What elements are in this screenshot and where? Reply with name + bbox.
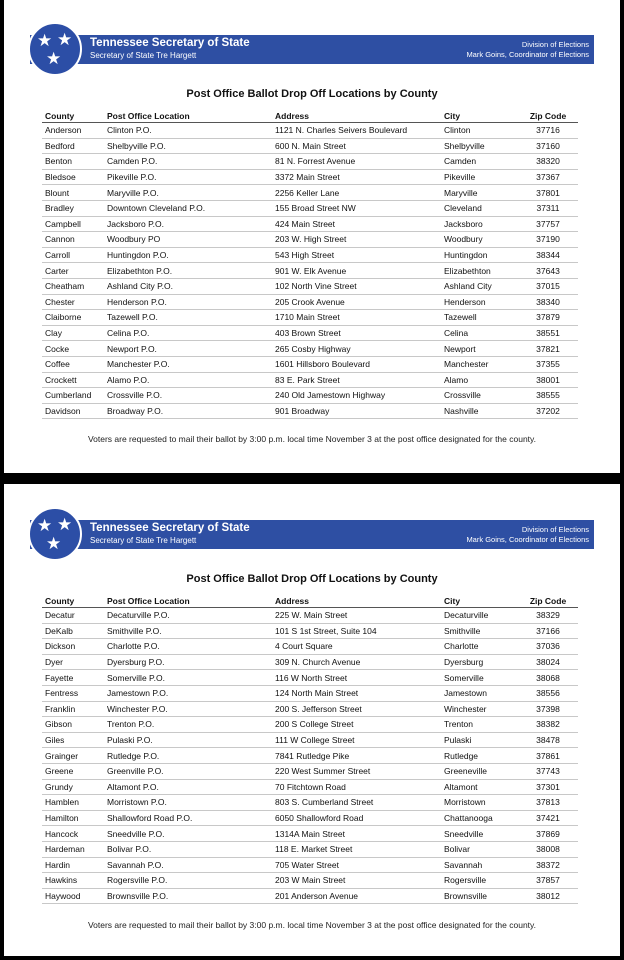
address-cell: 803 S. Cumberland Street — [272, 795, 441, 811]
city-cell: Morristown — [441, 795, 518, 811]
table-row — [42, 623, 578, 639]
post-office-cell: Pikeville P.O. — [104, 169, 272, 185]
org-subtitle: Secretary of State Tre Hargett — [90, 51, 197, 60]
address-cell: 116 W North Street — [272, 670, 441, 686]
post-office-cell: Jacksboro P.O. — [104, 216, 272, 232]
address-cell: 7841 Rutledge Pike — [272, 748, 441, 764]
zip-cell: 37757 — [518, 216, 578, 232]
zip-cell: 37311 — [518, 200, 578, 216]
zip-cell: 38556 — [518, 685, 578, 701]
zip-cell: 38372 — [518, 857, 578, 873]
city-cell: Pulaski — [441, 732, 518, 748]
address-cell: 225 W. Main Street — [272, 608, 441, 624]
post-office-cell: Rogersville P.O. — [104, 873, 272, 889]
address-cell: 1601 Hillsboro Boulevard — [272, 356, 441, 372]
table-row — [42, 732, 578, 748]
table-row — [42, 795, 578, 811]
address-cell: 2256 Keller Lane — [272, 185, 441, 201]
star-icon: ★ — [37, 31, 53, 51]
tennessee-seal-logo — [28, 507, 82, 561]
city-cell: Altamont — [441, 779, 518, 795]
post-office-cell: Sneedville P.O. — [104, 826, 272, 842]
table-row — [42, 200, 578, 216]
city-cell: Manchester — [441, 356, 518, 372]
column-header-post-office: Post Office Location — [104, 594, 272, 608]
address-cell: 240 Old Jamestown Highway — [272, 388, 441, 404]
city-cell: Ashland City — [441, 278, 518, 294]
city-cell: Alamo — [441, 372, 518, 388]
county-cell: Chester — [42, 294, 104, 310]
post-office-cell: Rutledge P.O. — [104, 748, 272, 764]
county-cell: Grainger — [42, 748, 104, 764]
zip-cell: 37813 — [518, 795, 578, 811]
address-cell: 83 E. Park Street — [272, 372, 441, 388]
post-office-cell: Savannah P.O. — [104, 857, 272, 873]
county-cell: Hamilton — [42, 810, 104, 826]
county-cell: Decatur — [42, 608, 104, 624]
table-row — [42, 826, 578, 842]
table-row — [42, 779, 578, 795]
county-cell: Carter — [42, 263, 104, 279]
address-cell: 201 Anderson Avenue — [272, 888, 441, 904]
zip-cell: 37367 — [518, 169, 578, 185]
city-cell: Dyersburg — [441, 654, 518, 670]
zip-cell: 38340 — [518, 294, 578, 310]
city-cell: Jacksboro — [441, 216, 518, 232]
address-cell: 6050 Shallowford Road — [272, 810, 441, 826]
county-cell: Cocke — [42, 341, 104, 357]
post-office-cell: Ashland City P.O. — [104, 278, 272, 294]
city-cell: Sneedville — [441, 826, 518, 842]
address-cell: 155 Broad Street NW — [272, 200, 441, 216]
address-cell: 1314A Main Street — [272, 826, 441, 842]
post-office-cell: Newport P.O. — [104, 341, 272, 357]
post-office-cell: Camden P.O. — [104, 154, 272, 170]
post-office-cell: Smithville P.O. — [104, 623, 272, 639]
post-office-cell: Charlotte P.O. — [104, 639, 272, 655]
post-office-cell: Winchester P.O. — [104, 701, 272, 717]
header-banner — [30, 30, 594, 69]
county-cell: DeKalb — [42, 623, 104, 639]
address-cell: 81 N. Forrest Avenue — [272, 154, 441, 170]
column-header-city: City — [441, 109, 518, 123]
zip-cell: 37869 — [518, 826, 578, 842]
city-cell: Maryville — [441, 185, 518, 201]
post-office-cell: Somerville P.O. — [104, 670, 272, 686]
county-cell: Fentress — [42, 685, 104, 701]
post-office-cell: Jamestown P.O. — [104, 685, 272, 701]
address-cell: 265 Cosby Highway — [272, 341, 441, 357]
zip-cell: 37879 — [518, 310, 578, 326]
zip-cell: 38382 — [518, 717, 578, 733]
post-office-cell: Elizabethton P.O. — [104, 263, 272, 279]
county-cell: Bledsoe — [42, 169, 104, 185]
post-office-cell: Alamo P.O. — [104, 372, 272, 388]
zip-cell: 37036 — [518, 639, 578, 655]
county-cell: Hawkins — [42, 873, 104, 889]
county-cell: Campbell — [42, 216, 104, 232]
post-office-cell: Altamont P.O. — [104, 779, 272, 795]
county-cell: Greene — [42, 763, 104, 779]
table-row — [42, 888, 578, 904]
table-row — [42, 403, 578, 419]
county-cell: Gibson — [42, 717, 104, 733]
city-cell: Smithville — [441, 623, 518, 639]
table-row — [42, 138, 578, 154]
table-row — [42, 608, 578, 624]
post-office-cell: Tazewell P.O. — [104, 310, 272, 326]
county-cell: Blount — [42, 185, 104, 201]
zip-cell: 38329 — [518, 608, 578, 624]
city-cell: Camden — [441, 154, 518, 170]
address-cell: 403 Brown Street — [272, 325, 441, 341]
zip-cell: 38344 — [518, 247, 578, 263]
post-office-cell: Trenton P.O. — [104, 717, 272, 733]
county-cell: Hardin — [42, 857, 104, 873]
table-row — [42, 185, 578, 201]
address-cell: 4 Court Square — [272, 639, 441, 655]
table-row — [42, 841, 578, 857]
city-cell: Somerville — [441, 670, 518, 686]
county-cell: Coffee — [42, 356, 104, 372]
zip-cell: 38555 — [518, 388, 578, 404]
division-label: Division of Elections — [521, 525, 589, 534]
table-row — [42, 873, 578, 889]
table-row — [42, 341, 578, 357]
zip-cell: 37861 — [518, 748, 578, 764]
county-cell: Carroll — [42, 247, 104, 263]
table-header-row — [42, 109, 578, 123]
county-cell: Fayette — [42, 670, 104, 686]
table-row — [42, 685, 578, 701]
city-cell: Charlotte — [441, 639, 518, 655]
county-cell: Haywood — [42, 888, 104, 904]
city-cell: Cleveland — [441, 200, 518, 216]
zip-cell: 38478 — [518, 732, 578, 748]
post-office-cell: Woodbury PO — [104, 232, 272, 248]
city-cell: Savannah — [441, 857, 518, 873]
post-office-cell: Morristown P.O. — [104, 795, 272, 811]
post-office-cell: Crossville P.O. — [104, 388, 272, 404]
county-cell: Cheatham — [42, 278, 104, 294]
zip-cell: 38001 — [518, 372, 578, 388]
post-office-cell: Shelbyville P.O. — [104, 138, 272, 154]
county-cell: Bedford — [42, 138, 104, 154]
county-cell: Hardeman — [42, 841, 104, 857]
address-cell: 111 W College Street — [272, 732, 441, 748]
zip-cell: 37398 — [518, 701, 578, 717]
coordinator-label: Mark Goins, Coordinator of Elections — [466, 535, 589, 544]
column-header-post-office: Post Office Location — [104, 109, 272, 123]
column-header-address: Address — [272, 109, 441, 123]
address-cell: 543 High Street — [272, 247, 441, 263]
city-cell: Brownsville — [441, 888, 518, 904]
zip-cell: 38012 — [518, 888, 578, 904]
address-cell: 901 Broadway — [272, 403, 441, 419]
table-row — [42, 670, 578, 686]
county-cell: Franklin — [42, 701, 104, 717]
address-cell: 1121 N. Charles Seivers Boulevard — [272, 123, 441, 139]
post-office-cell: Manchester P.O. — [104, 356, 272, 372]
address-cell: 124 North Main Street — [272, 685, 441, 701]
table-row — [42, 701, 578, 717]
county-cell: Dickson — [42, 639, 104, 655]
address-cell: 3372 Main Street — [272, 169, 441, 185]
county-cell: Benton — [42, 154, 104, 170]
county-cell: Grundy — [42, 779, 104, 795]
star-icon: ★ — [37, 516, 53, 536]
address-cell: 600 N. Main Street — [272, 138, 441, 154]
star-icon: ★ — [46, 534, 62, 554]
table-row — [42, 263, 578, 279]
footer-note: Voters are requested to mail their ballot by 3:00 p.m. local time November 3 at the post office designated for the county. — [87, 920, 537, 930]
post-office-cell: Decaturville P.O. — [104, 608, 272, 624]
table-row — [42, 278, 578, 294]
zip-cell: 38008 — [518, 841, 578, 857]
post-office-cell: Greenville P.O. — [104, 763, 272, 779]
zip-cell: 37821 — [518, 341, 578, 357]
post-office-cell: Henderson P.O. — [104, 294, 272, 310]
division-label: Division of Elections — [521, 40, 589, 49]
address-cell: 901 W. Elk Avenue — [272, 263, 441, 279]
zip-cell: 38068 — [518, 670, 578, 686]
city-cell: Greeneville — [441, 763, 518, 779]
document-title: Post Office Ballot Drop Off Locations by County — [186, 88, 438, 100]
city-cell: Celina — [441, 325, 518, 341]
column-header-county: County — [42, 109, 104, 123]
county-cell: Crockett — [42, 372, 104, 388]
document-page-2 — [4, 484, 620, 956]
zip-cell: 38551 — [518, 325, 578, 341]
column-header-county: County — [42, 594, 104, 608]
column-header-address: Address — [272, 594, 441, 608]
city-cell: Trenton — [441, 717, 518, 733]
table-row — [42, 154, 578, 170]
star-icon: ★ — [57, 30, 73, 50]
zip-cell: 37301 — [518, 779, 578, 795]
table-row — [42, 388, 578, 404]
post-office-cell: Maryville P.O. — [104, 185, 272, 201]
address-cell: 220 West Summer Street — [272, 763, 441, 779]
star-icon: ★ — [57, 515, 73, 535]
city-cell: Henderson — [441, 294, 518, 310]
star-icon: ★ — [46, 49, 62, 69]
city-cell: Huntingdon — [441, 247, 518, 263]
post-office-cell: Huntingdon P.O. — [104, 247, 272, 263]
city-cell: Clinton — [441, 123, 518, 139]
city-cell: Nashville — [441, 403, 518, 419]
table-row — [42, 310, 578, 326]
zip-cell: 37190 — [518, 232, 578, 248]
address-cell: 118 E. Market Street — [272, 841, 441, 857]
city-cell: Rogersville — [441, 873, 518, 889]
zip-cell: 37355 — [518, 356, 578, 372]
zip-cell: 37166 — [518, 623, 578, 639]
address-cell: 200 S. Jefferson Street — [272, 701, 441, 717]
address-cell: 70 Fitchtown Road — [272, 779, 441, 795]
city-cell: Rutledge — [441, 748, 518, 764]
zip-cell: 37801 — [518, 185, 578, 201]
address-cell: 101 S 1st Street, Suite 104 — [272, 623, 441, 639]
table-row — [42, 810, 578, 826]
table-row — [42, 372, 578, 388]
post-office-cell: Clinton P.O. — [104, 123, 272, 139]
column-header-city: City — [441, 594, 518, 608]
table-row — [42, 325, 578, 341]
city-cell: Tazewell — [441, 310, 518, 326]
zip-cell: 37743 — [518, 763, 578, 779]
table-row — [42, 748, 578, 764]
city-cell: Woodbury — [441, 232, 518, 248]
table-row — [42, 294, 578, 310]
address-cell: 1710 Main Street — [272, 310, 441, 326]
table-row — [42, 123, 578, 139]
address-cell: 102 North Vine Street — [272, 278, 441, 294]
zip-cell: 37015 — [518, 278, 578, 294]
zip-cell: 38320 — [518, 154, 578, 170]
city-cell: Winchester — [441, 701, 518, 717]
tennessee-seal-logo — [28, 22, 82, 76]
zip-cell: 37716 — [518, 123, 578, 139]
address-cell: 309 N. Church Avenue — [272, 654, 441, 670]
post-office-cell: Downtown Cleveland P.O. — [104, 200, 272, 216]
footer-note: Voters are requested to mail their ballot by 3:00 p.m. local time November 3 at the post office designated for the county. — [87, 434, 537, 444]
table-row — [42, 356, 578, 372]
post-office-cell: Bolivar P.O. — [104, 841, 272, 857]
zip-cell: 38024 — [518, 654, 578, 670]
city-cell: Decaturville — [441, 608, 518, 624]
city-cell: Elizabethton — [441, 263, 518, 279]
post-office-cell: Shallowford Road P.O. — [104, 810, 272, 826]
zip-cell: 37643 — [518, 263, 578, 279]
county-cell: Clay — [42, 325, 104, 341]
county-cell: Claiborne — [42, 310, 104, 326]
table-row — [42, 717, 578, 733]
header-banner — [30, 515, 594, 554]
county-cell: Bradley — [42, 200, 104, 216]
locations-table — [42, 109, 578, 419]
post-office-cell: Pulaski P.O. — [104, 732, 272, 748]
document-page-1 — [4, 0, 620, 473]
city-cell: Chattanooga — [441, 810, 518, 826]
org-title: Tennessee Secretary of State — [90, 37, 250, 49]
coordinator-label: Mark Goins, Coordinator of Elections — [466, 50, 589, 59]
county-cell: Cannon — [42, 232, 104, 248]
column-header-zip: Zip Code — [518, 109, 578, 123]
table-row — [42, 763, 578, 779]
county-cell: Davidson — [42, 403, 104, 419]
city-cell: Shelbyville — [441, 138, 518, 154]
city-cell: Jamestown — [441, 685, 518, 701]
org-subtitle: Secretary of State Tre Hargett — [90, 536, 197, 545]
table-row — [42, 857, 578, 873]
table-row — [42, 639, 578, 655]
zip-cell: 37857 — [518, 873, 578, 889]
post-office-cell: Celina P.O. — [104, 325, 272, 341]
county-cell: Hamblen — [42, 795, 104, 811]
document-title: Post Office Ballot Drop Off Locations by County — [186, 573, 438, 585]
address-cell: 205 Crook Avenue — [272, 294, 441, 310]
table-row — [42, 232, 578, 248]
county-cell: Dyer — [42, 654, 104, 670]
locations-table — [42, 594, 578, 904]
post-office-cell: Dyersburg P.O. — [104, 654, 272, 670]
post-office-cell: Broadway P.O. — [104, 403, 272, 419]
zip-cell: 37421 — [518, 810, 578, 826]
city-cell: Crossville — [441, 388, 518, 404]
table-row — [42, 169, 578, 185]
county-cell: Giles — [42, 732, 104, 748]
address-cell: 203 W. High Street — [272, 232, 441, 248]
address-cell: 424 Main Street — [272, 216, 441, 232]
city-cell: Newport — [441, 341, 518, 357]
county-cell: Hancock — [42, 826, 104, 842]
address-cell: 200 S College Street — [272, 717, 441, 733]
city-cell: Pikeville — [441, 169, 518, 185]
post-office-cell: Brownsville P.O. — [104, 888, 272, 904]
table-row — [42, 247, 578, 263]
org-title: Tennessee Secretary of State — [90, 522, 250, 534]
table-row — [42, 654, 578, 670]
address-cell: 705 Water Street — [272, 857, 441, 873]
column-header-zip: Zip Code — [518, 594, 578, 608]
county-cell: Anderson — [42, 123, 104, 139]
address-cell: 203 W Main Street — [272, 873, 441, 889]
table-row — [42, 216, 578, 232]
table-header-row — [42, 594, 578, 608]
zip-cell: 37160 — [518, 138, 578, 154]
city-cell: Bolivar — [441, 841, 518, 857]
county-cell: Cumberland — [42, 388, 104, 404]
zip-cell: 37202 — [518, 403, 578, 419]
